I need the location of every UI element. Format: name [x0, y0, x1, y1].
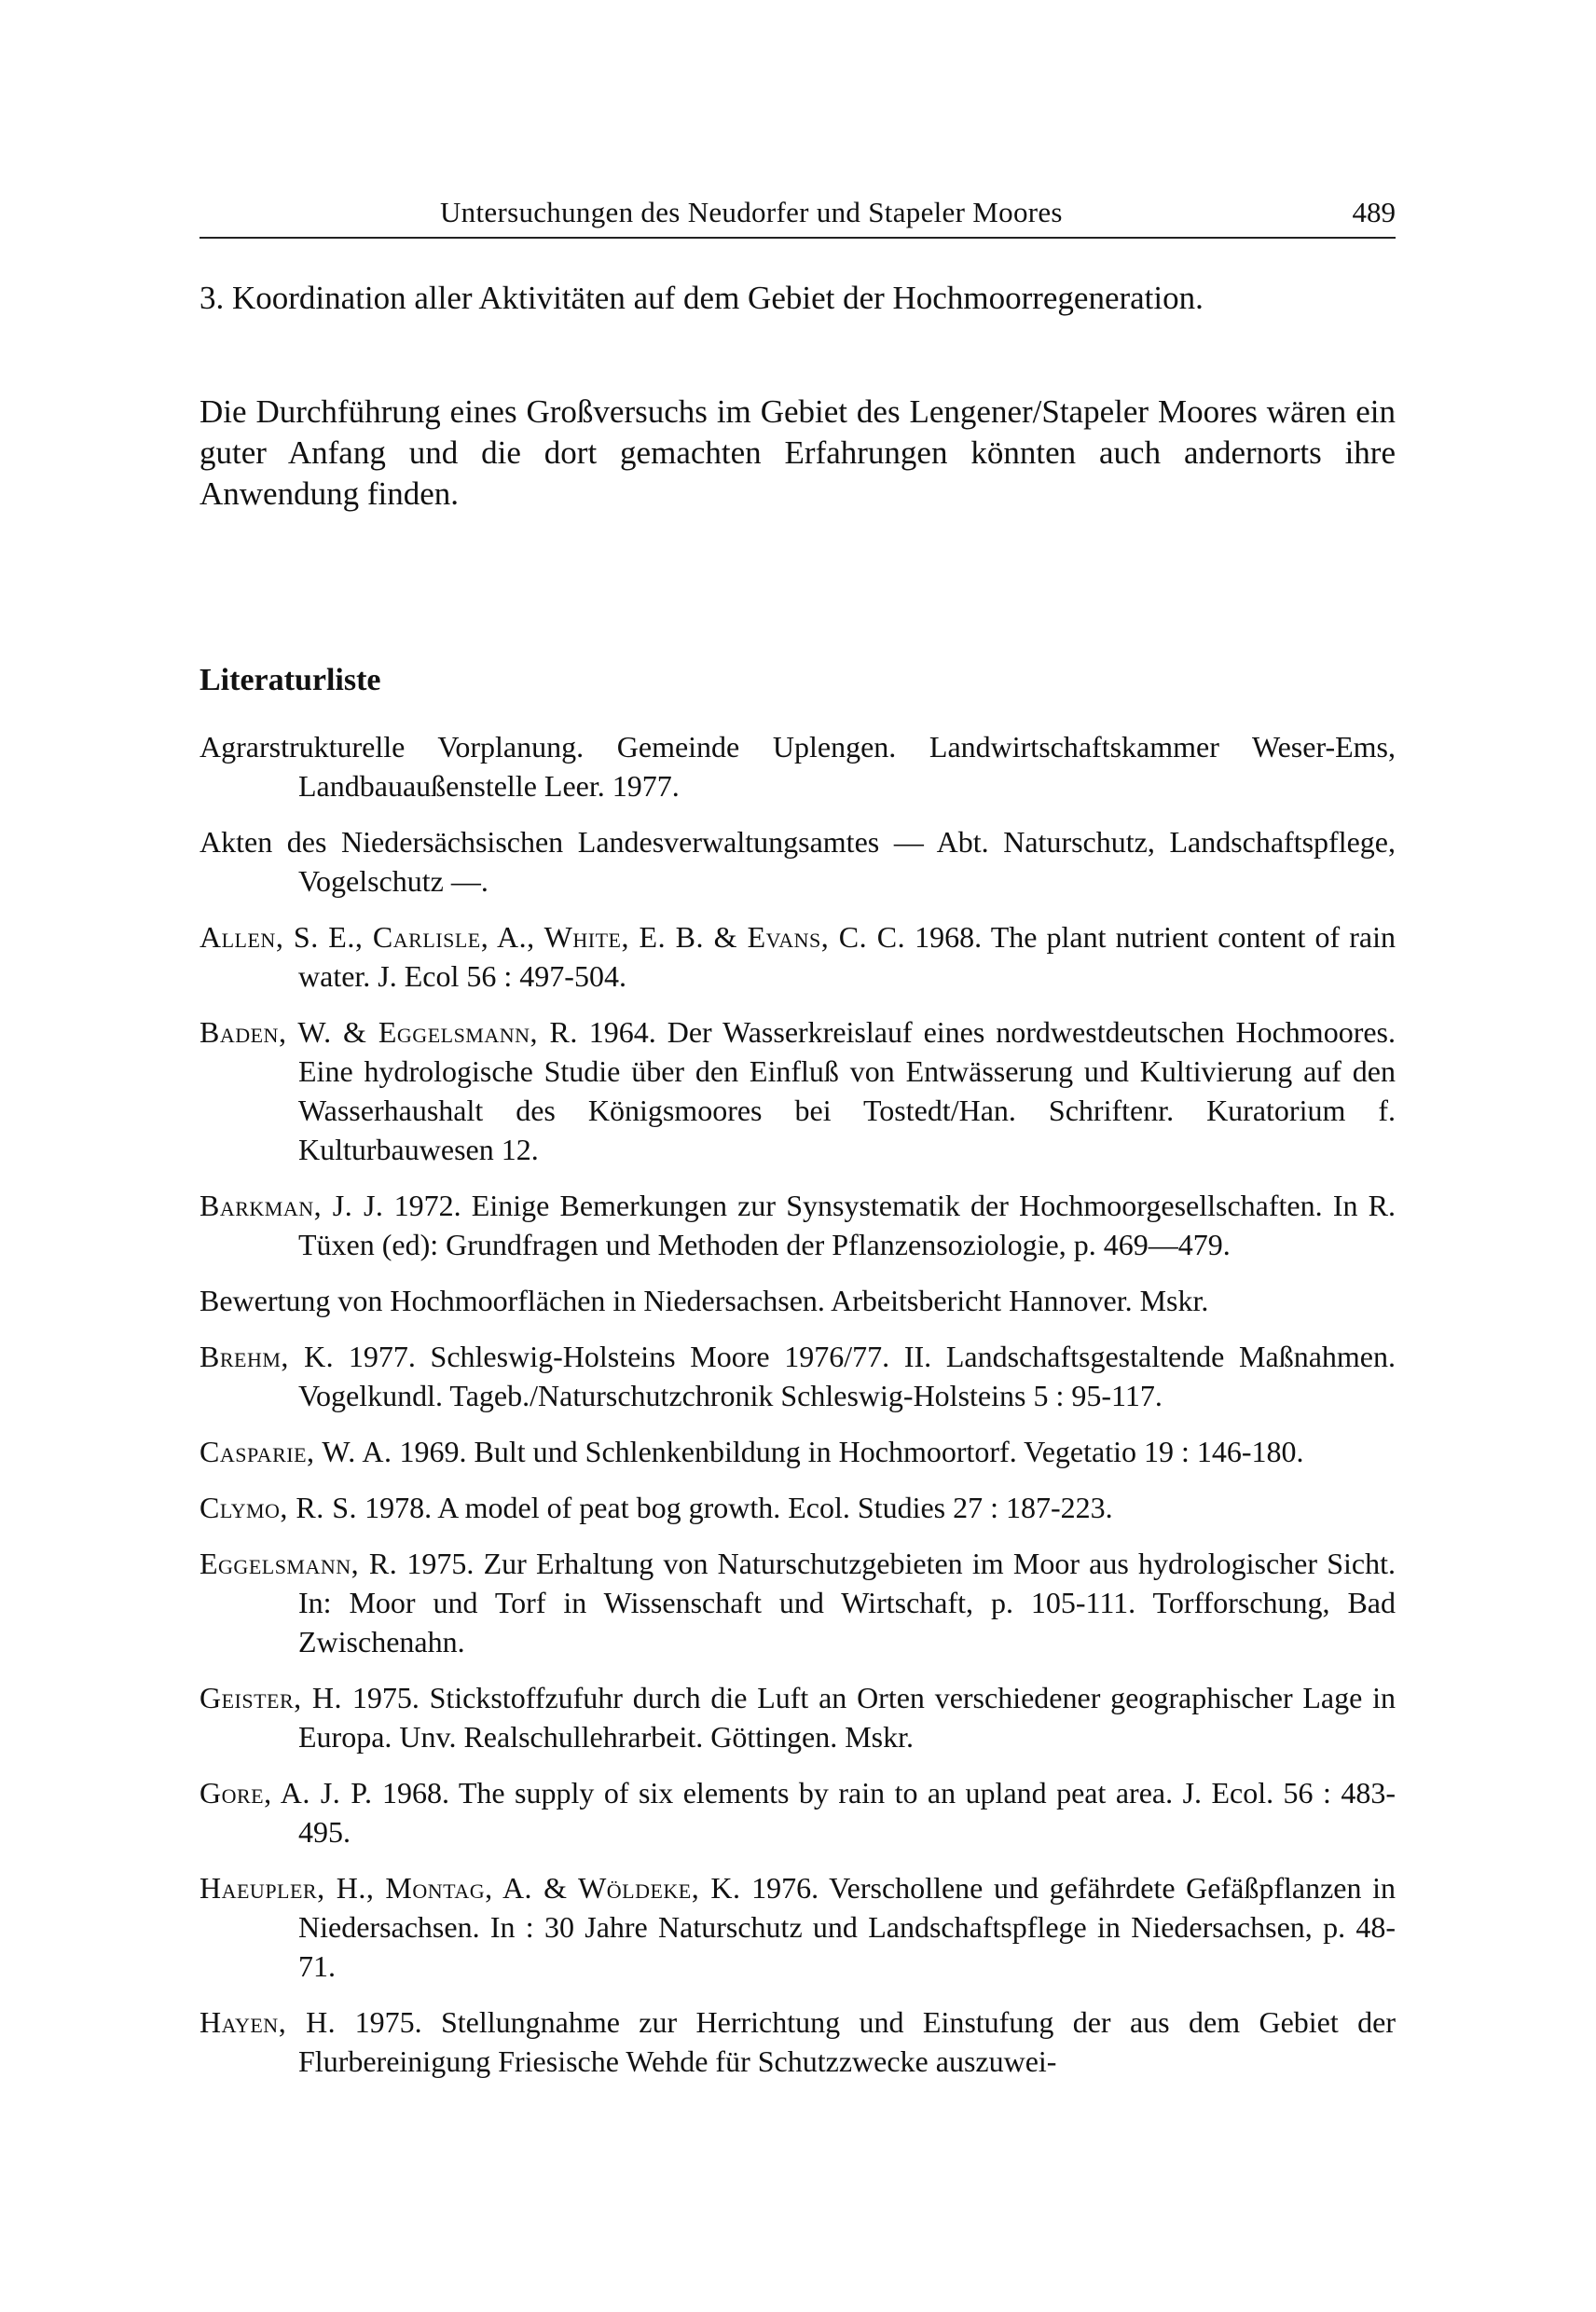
reference-author: Hayen, H.: [200, 2005, 337, 2039]
reference-text: 1964. Der Wasserkreislauf eines nordwestdeutschen Hochmoores. Eine hydrologische Studie über den Einfluß von Entwässerung und Kultivierung auf den Wasserhaushalt des Königsmoores bei Tostedt/Han. Schriftenr. Kuratorium f. Kulturbauwesen 12.: [298, 1015, 1396, 1166]
reference-text: Agrarstrukturelle Vorplanung. Gemeinde Uplengen. Landwirtschaftskammer Weser-Ems, Landbauaußenstelle Leer. 1977.: [200, 730, 1396, 803]
running-header: [200, 192, 1396, 239]
page-number: 489: [1352, 196, 1396, 228]
reference-text: 1969. Bult und Schlenkenbildung in Hochmoortorf. Vegetatio 19 : 146-180.: [392, 1435, 1304, 1468]
reference-text: 1976. Verschollene und gefährdete Gefäßpflanzen in Niedersachsen. In : 30 Jahre Naturschutz und Landschaftspflege in Niedersachsen, p. 48-71.: [298, 1871, 1396, 1983]
running-title: Untersuchungen des Neudorfer und Stapeler Moores: [440, 196, 1063, 228]
reference-text: 1968. The plant nutrient content of rain water. J. Ecol 56 : 497-504.: [298, 920, 1396, 993]
reference-author: Gore, A. J. P.: [200, 1776, 373, 1810]
reference-entry: [200, 727, 1396, 805]
reference-entry: [200, 1337, 1396, 1415]
reference-author: Eggelsmann, R.: [200, 1547, 398, 1580]
reference-entry: [200, 917, 1396, 996]
page: [200, 0, 1396, 2312]
reference-text: 1975. Zur Erhaltung von Naturschutzgebieten im Moor aus hydrologischer Sicht. In: Moor und Torf in Wissenschaft und Wirtschaft, p. 105-111. Torfforschung, Bad Zwischenahn.: [298, 1547, 1396, 1658]
reference-entry: [200, 2002, 1396, 2081]
reference-text: 1975. Stellungnahme zur Herrichtung und Einstufung der aus dem Gebiet der Flurbereinigung Friesische Wehde für Schutzzwecke auszuwei-: [298, 2005, 1396, 2078]
reference-author: Barkman, J. J.: [200, 1189, 384, 1222]
reference-text: Akten des Niedersächsischen Landesverwaltungsamtes — Abt. Naturschutz, Landschaftspflege, Vogelschutz —.: [200, 825, 1396, 898]
reference-text: 1978. A model of peat bog growth. Ecol. Studies 27 : 187-223.: [357, 1491, 1113, 1524]
reference-entry: [200, 1544, 1396, 1661]
reference-author: Brehm, K.: [200, 1340, 335, 1373]
reference-author: Geister, H.: [200, 1681, 343, 1714]
reference-author: Allen, S. E., Carlisle, A., White, E. B. & Evans, C. C.: [200, 920, 906, 954]
reference-entry: [200, 1678, 1396, 1756]
reference-entry: [200, 1012, 1396, 1169]
section-heading: Literaturliste: [200, 663, 381, 697]
reference-text: 1968. The supply of six elements by rain to an upland peat area. J. Ecol. 56 : 483-495.: [298, 1776, 1396, 1849]
reference-text: 1975. Stickstoffzufuhr durch die Luft an Orten verschiedener geographischer Lage in Europa. Unv. Realschullehrarbeit. Göttingen. Mskr.: [298, 1681, 1396, 1754]
reference-entry: [200, 1868, 1396, 1986]
body-paragraph: Die Durchführung eines Großversuchs im Gebiet des Lengener/Stapeler Moores wären ein guter Anfang und die dort gemachten Erfahrungen könnten auch andernorts ihre Anwendung finden.: [200, 393, 1396, 512]
reference-entry: [200, 1488, 1396, 1527]
reference-author: Baden, W. & Eggelsmann, R.: [200, 1015, 578, 1049]
reference-author: Casparie, W. A.: [200, 1435, 392, 1468]
reference-entry: [200, 1281, 1396, 1320]
reference-text: 1972. Einige Bemerkungen zur Synsystematik der Hochmoorgesellschaften. In R. Tüxen (ed): Grundfragen und Methoden der Pflanzensoziologie, p. 469—479.: [298, 1189, 1396, 1261]
reference-author: Clymo, R. S.: [200, 1491, 358, 1524]
reference-author: Haeupler, H., Montag, A. & Wöldeke, K.: [200, 1871, 741, 1905]
reference-text: 1977. Schleswig-Holsteins Moore 1976/77. II. Landschaftsgestaltende Maßnahmen. Vogelkundl. Tageb./Naturschutzchronik Schleswig-Holsteins 5 : 95-117.: [298, 1340, 1396, 1412]
point-3: 3. Koordination aller Aktivitäten auf dem Gebiet der Hochmoorregeneration.: [200, 280, 1204, 316]
reference-entry: [200, 1432, 1396, 1471]
reference-text: Bewertung von Hochmoorflächen in Niedersachsen. Arbeitsbericht Hannover. Mskr.: [200, 1284, 1209, 1317]
reference-list: [200, 727, 1396, 2098]
reference-entry: [200, 1186, 1396, 1264]
reference-entry: [200, 822, 1396, 901]
reference-entry: [200, 1773, 1396, 1851]
